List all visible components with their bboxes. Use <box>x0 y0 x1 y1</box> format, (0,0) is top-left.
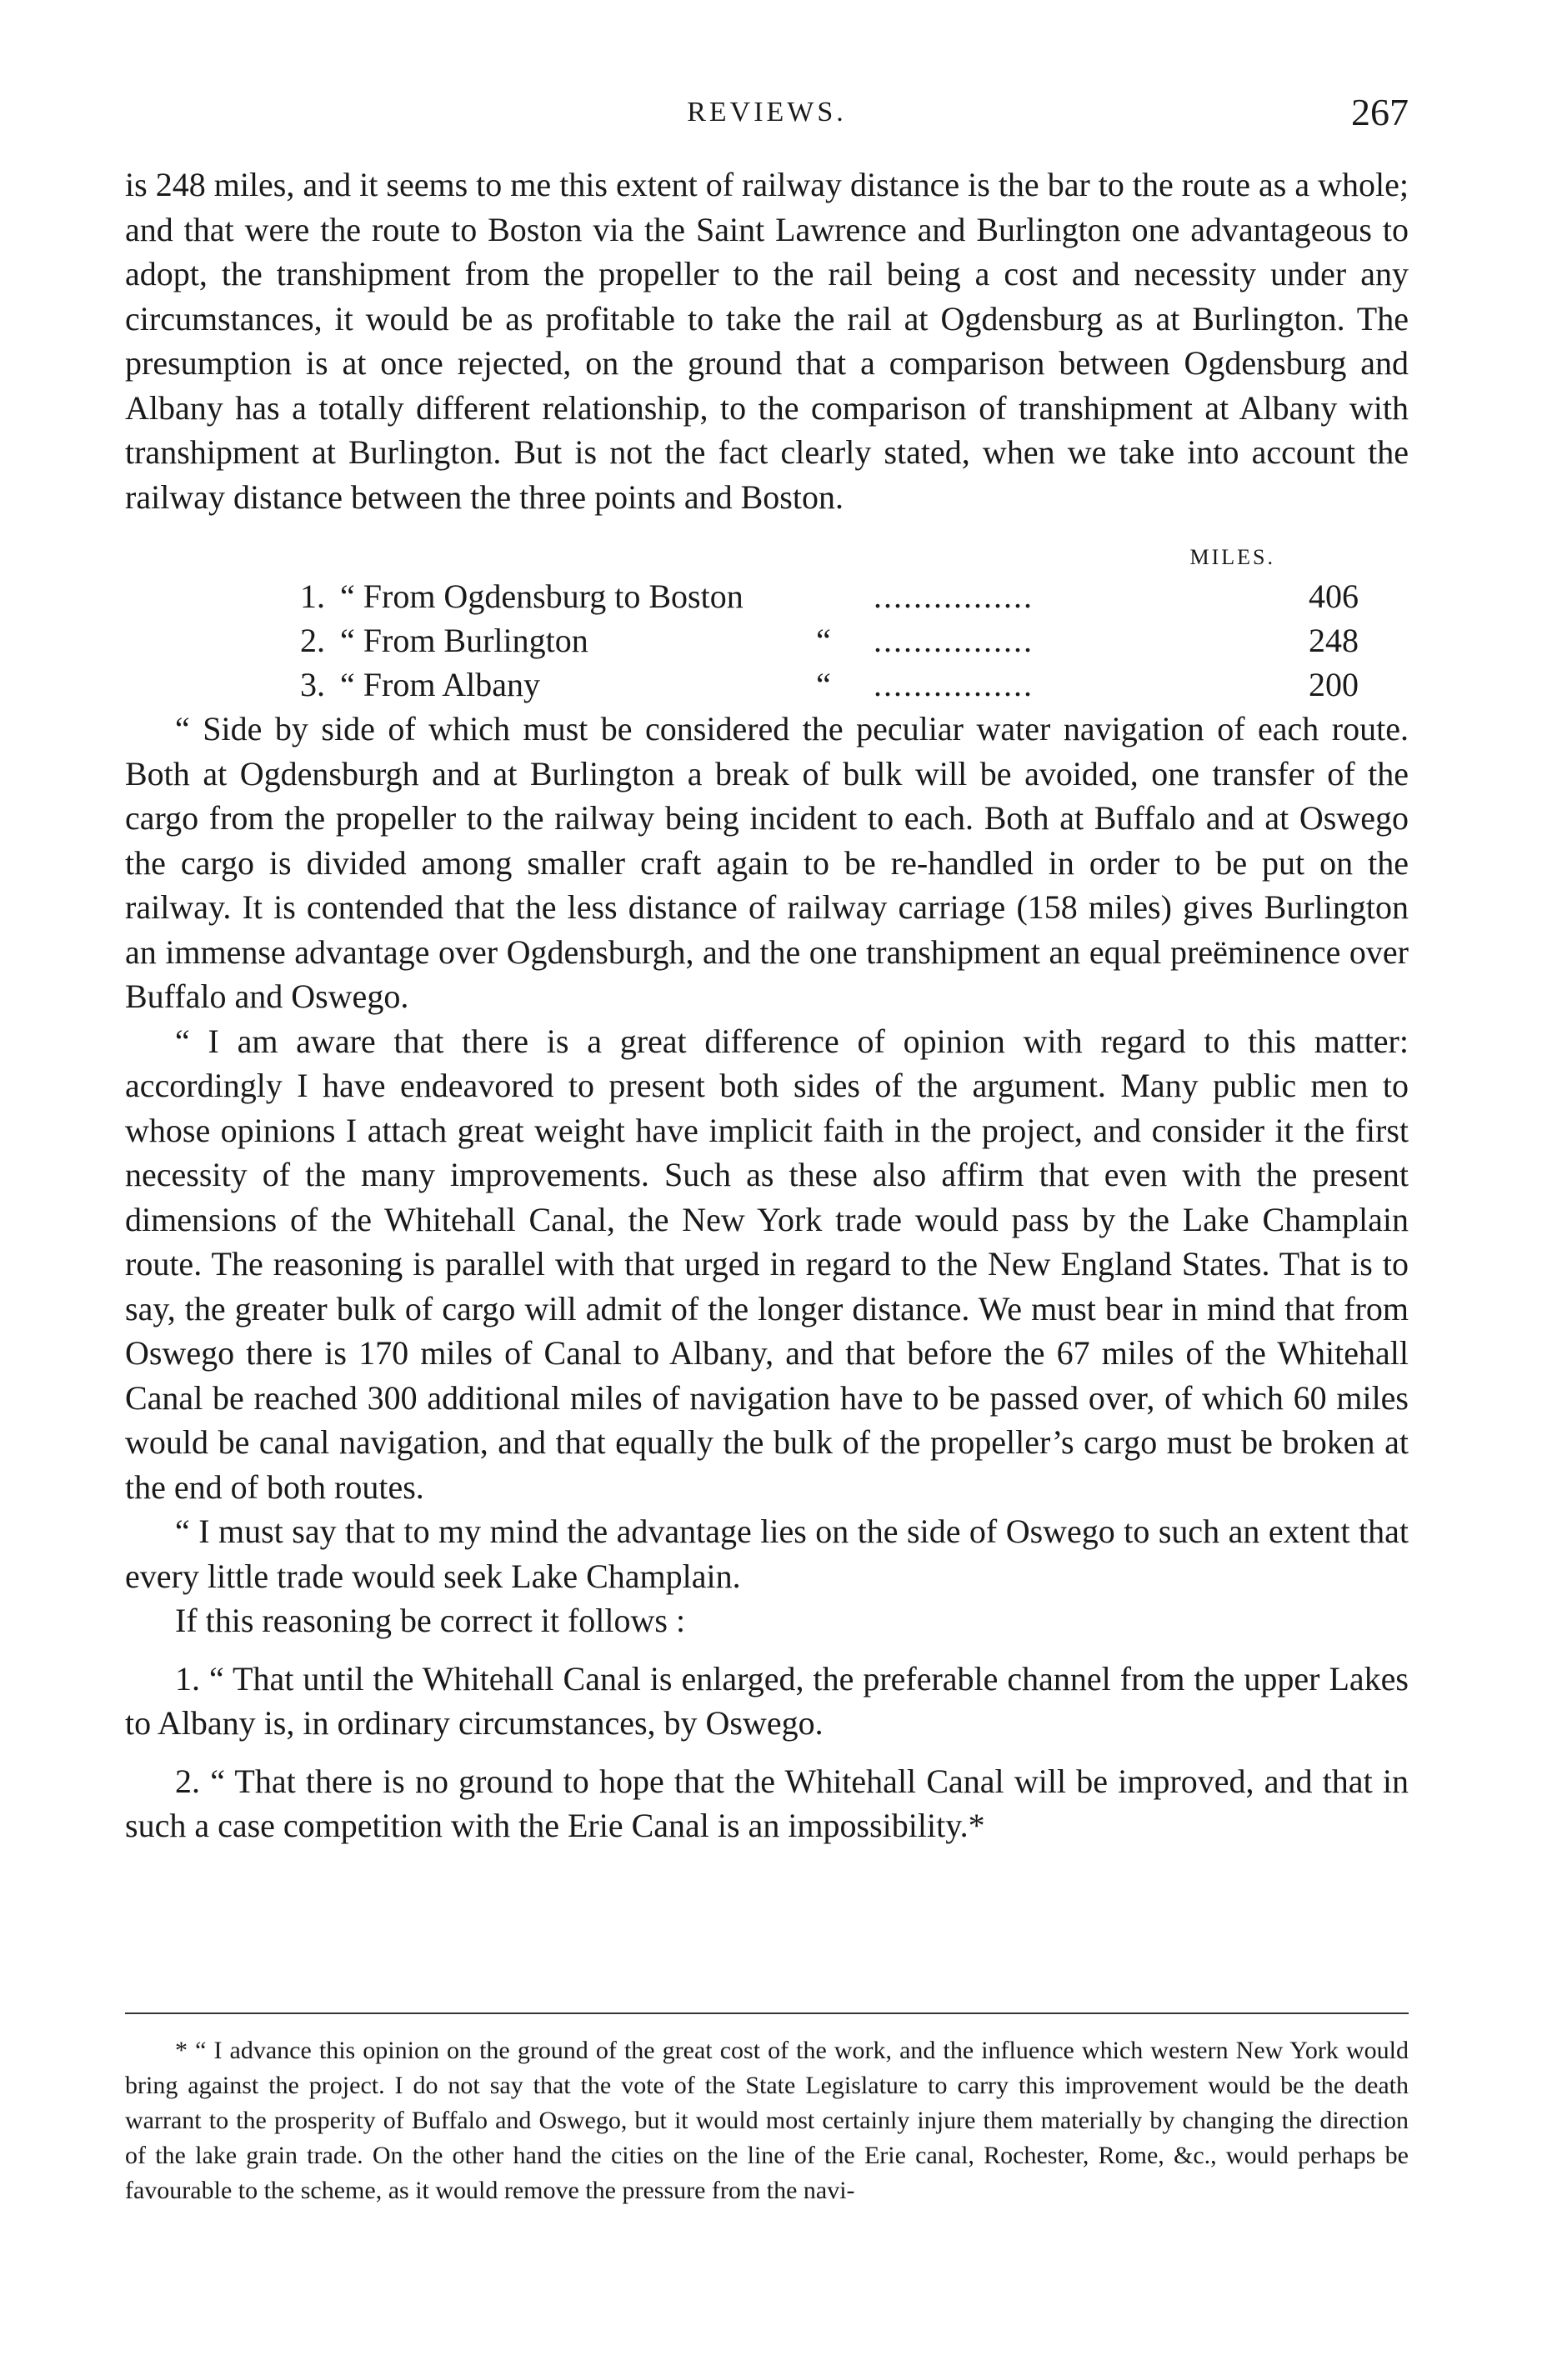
route-origin: “ From Ogdensburg to Boston <box>340 578 743 615</box>
paragraph-4: “ I must say that to my mind the advantage lies on the side of Oswego to such an extent that every little trade would seek Lake Champlain. <box>125 1512 1409 1595</box>
page-number: 267 <box>1351 91 1409 133</box>
route-origin: “ From Albany <box>340 666 540 703</box>
mileage-table-header: MILES. <box>1189 545 1275 569</box>
route-origin: “ From Burlington <box>340 622 588 659</box>
footnote <box>125 2033 1409 2208</box>
paragraph-1: is 248 miles, and it seems to me this extent of railway distance is the bar to the route as a whole; and that were the route to Boston via the Saint Lawrence and Burlington one advantageous to adopt, the transhipment from the propeller to the rail being a cost and necessity under any circumstances, it would be as profitable to take the rail at Ogdensburg as at Burlington. The presumption is at once rejected, on the ground that a comparison between Ogdensburg and Albany has a totally different relationship, to the comparison of transhipment at Albany with transhipment at Burlington. But is not the fact clearly stated, when we take into account the railway distance between the three points and Boston. <box>125 166 1409 516</box>
mileage-row <box>300 618 1359 662</box>
paragraph-5: If this reasoning be correct it follows : <box>175 1602 686 1639</box>
row-number: 3. <box>300 666 325 703</box>
running-title: REVIEWS. <box>687 97 847 128</box>
footnote-rule <box>125 2012 1409 2014</box>
body-text <box>125 162 1409 1848</box>
footnote-text: * “ I advance this opinion on the ground of the great cost of the work, and the influence which western New York would bring against the project. I do not say that the vote of the State Legislature to carry this improvement would be the death warrant to the prosperity of Buffalo and Oswego, but it would most certainly injure them materially by changing the direction of the lake grain trade. On the other hand the cities on the line of the Erie canal, Rochester, Rome, &c., would perhaps be favourable to the scheme, as it would remove the pressure from the navi- <box>125 2037 1409 2204</box>
numbered-point-2: 2. “ That there is no ground to hope that the Whitehall Canal will be improved, and that in such a case competition with the Erie Canal is an impossibility.* <box>125 1762 1409 1844</box>
leader-dots: ................ <box>874 622 1034 659</box>
mileage-table <box>300 574 1359 707</box>
running-head <box>125 90 1409 140</box>
paragraph-2: “ Side by side of which must be considered the peculiar water navigation of each route. Both at Ogdensburgh and at Burlington a break of bulk will be avoided, one transfer of the cargo from the propeller to the railway being incident to each. Both at Buffalo and at Oswego the cargo is divided among smaller craft again to be re-handled in order to be put on the railway. It is contended that the less distance of railway carriage (158 miles) gives Burlington an immense advantage over Ogdensburgh, and the one transhipment an equal preëminence over Buffalo and Oswego. <box>125 710 1409 1015</box>
mileage-row <box>300 662 1359 707</box>
ditto-mark: “ <box>816 622 831 659</box>
mileage-row <box>300 574 1359 618</box>
leader-dots: ................ <box>874 578 1034 615</box>
route-miles: 406 <box>1309 578 1359 615</box>
route-miles: 200 <box>1309 666 1359 703</box>
row-number: 2. <box>300 622 325 659</box>
numbered-point-1: 1. “ That until the Whitehall Canal is enlarged, the preferable channel from the upper Lakes to Albany is, in ordinary circumstances, by Oswego. <box>125 1659 1409 1742</box>
ditto-mark: “ <box>816 666 831 703</box>
row-number: 1. <box>300 578 325 615</box>
paragraph-3: “ I am aware that there is a great difference of opinion with regard to this matter: accordingly I have endeavored to present both sides of the argument. Many public men to whose opinions I attach great weight have implicit faith in the project, and consider it the first necessity of the many improvements. Such as these also affirm that even with the present dimensions of the Whitehall Canal, the New York trade would pass by the Lake Champlain route. The reasoning is parallel with that urged in regard to the New England States. That is to say, the greater bulk of cargo will admit of the longer distance. We must bear in mind that from Oswego there is 170 miles of Canal to Albany, and that before the 67 miles of the Whitehall Canal be reached 300 additional miles of navigation have to be passed over, of which 60 miles would be canal navigation, and that equally the bulk of the propeller’s cargo must be broken at the end of both routes. <box>125 1022 1409 1506</box>
route-miles: 248 <box>1309 622 1359 659</box>
leader-dots: ................ <box>874 666 1034 703</box>
